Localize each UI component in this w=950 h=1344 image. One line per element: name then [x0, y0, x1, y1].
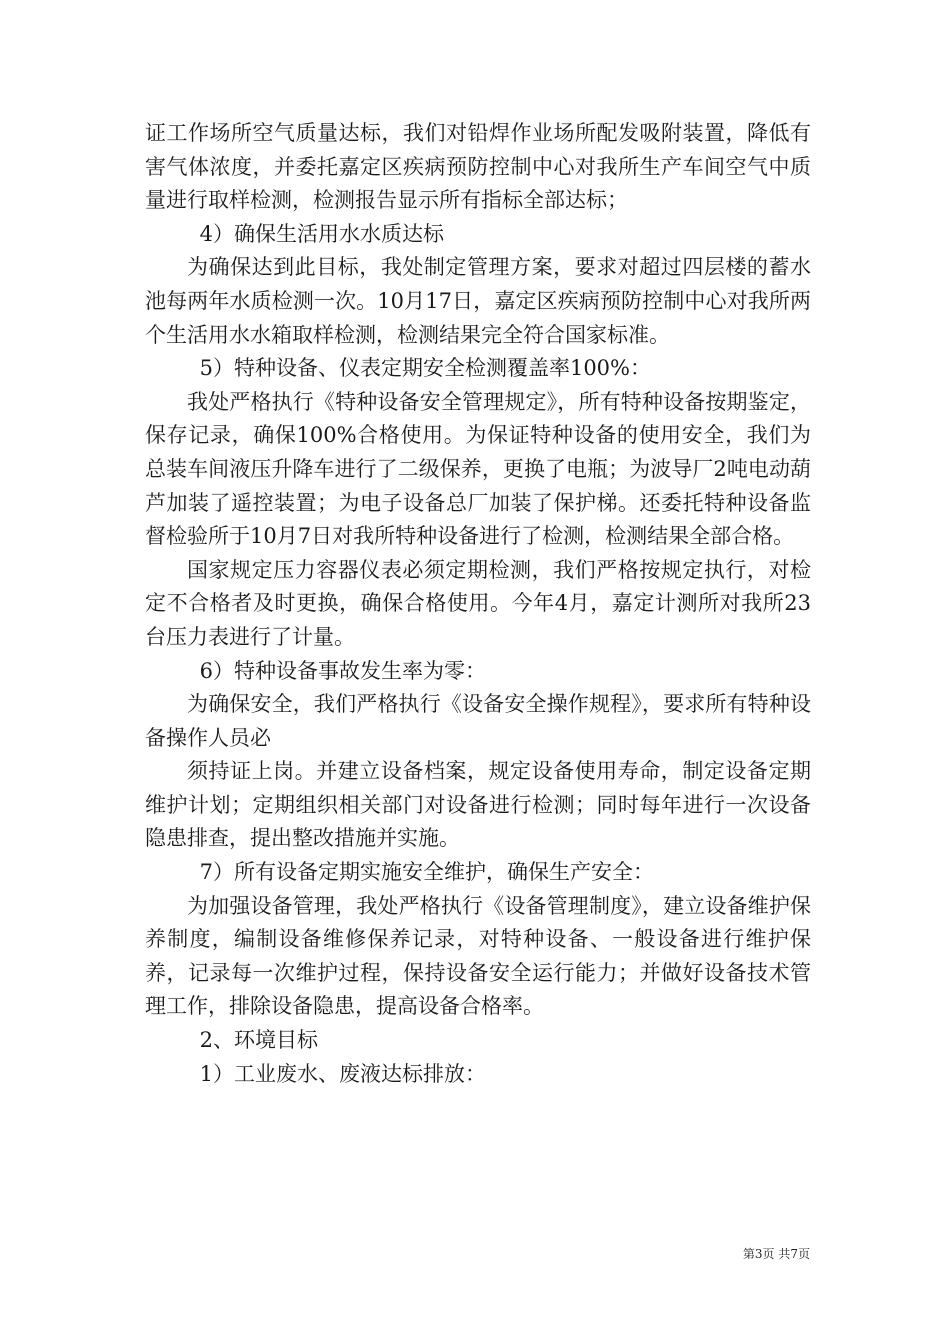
section-heading-6: 6）特种设备事故发生率为零：	[199, 658, 486, 683]
section-heading-5: 5）特种设备、仪表定期安全检测覆盖率100%：	[199, 356, 651, 381]
section-heading-environment: 2、环境目标	[199, 1028, 318, 1053]
paragraph: 须持证上岗。并建立设备档案，规定设备使用寿命，制定设备定期维护计划；定期组织相关部门对设备进行检测；同时每年进行一次设备隐患排查，提出整改措施并实施。	[145, 759, 811, 851]
paragraph: 为确保达到此目标，我处制定管理方案，要求对超过四层楼的蓄水池每两年水质检测一次。10月17日，嘉定区疾病预防控制中心对我所两个生活用水水箱取样检测，检测结果完全符合国家标准。	[145, 255, 811, 347]
document-body	[145, 117, 811, 1091]
paragraph-continuation: 证工作场所空气质量达标，我们对铅焊作业场所配发吸附装置，降低有害气体浓度，并委托嘉定区疾病预防控制中心对我所生产车间空气中质量进行取样检测，检测报告显示所有指标全部达标；	[145, 121, 811, 213]
section-heading-1: 1）工业废水、废液达标排放：	[199, 1061, 486, 1086]
section-heading-4: 4）确保生活用水水质达标	[199, 221, 444, 246]
paragraph: 为加强设备管理，我处严格执行《设备管理制度》，建立设备维护保养制度，编制设备维修保养记录，对特种设备、一般设备进行维护保养，记录每一次维护过程，保持设备安全运行能力；并做好设备技术管理工作，排除设备隐患，提高设备合格率。	[145, 893, 811, 1019]
paragraph: 国家规定压力容器仪表必须定期检测，我们严格按规定执行，对检定不合格者及时更换，确保合格使用。今年4月，嘉定计测所对我所23台压力表进行了计量。	[145, 557, 811, 649]
page-number-footer: 第3页 共7页	[742, 1247, 810, 1261]
section-heading-7: 7）所有设备定期实施安全维护，确保生产安全：	[199, 860, 654, 885]
paragraph: 我处严格执行《特种设备安全管理规定》，所有特种设备按期鉴定，保存记录，确保100%合格使用。为保证特种设备的使用安全，我们为总装车间液压升降车进行了二级保养，更换了电瓶；为波导厂2吨电动葫芦加装了遥控装置；为电子设备总厂加装了保护梯。还委托特种设备监督检验所于10月7日对我所特种设备进行了检测，检测结果全部合格。	[145, 389, 811, 549]
paragraph: 为确保安全，我们严格执行《设备安全操作规程》，要求所有特种设备操作人员必	[145, 692, 811, 750]
